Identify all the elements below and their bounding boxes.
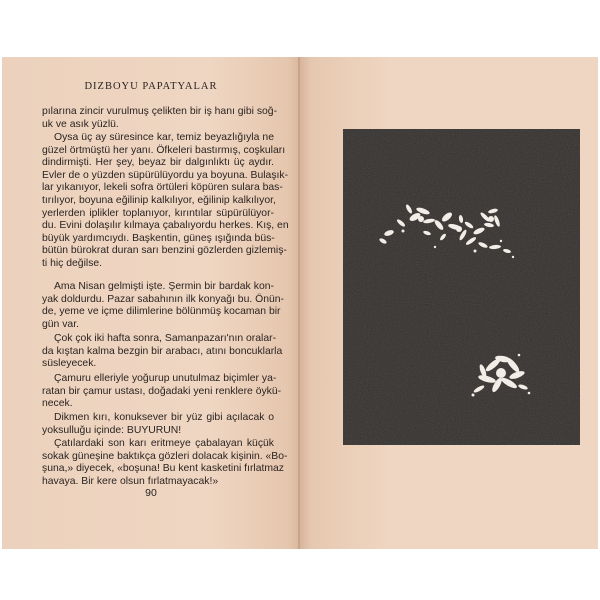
text-line: güzel örtmüştü her yanı. Öfkeleri bastırmış, coşkuları (42, 144, 286, 156)
daisies-photograph (343, 129, 580, 445)
book-spread (2, 57, 598, 549)
paragraph-4 (42, 333, 283, 371)
text-line: Çamuru elleriyle yoğurup unutulmaz biçimler ya- (54, 373, 277, 384)
text-line: Evler de o yüzden süpürülüyordu ya boyuna. Bulaşık- (42, 169, 289, 181)
text-line: süsleyecek. (42, 358, 97, 370)
text-line: Ama Nisan gelmişti işte. Şermin bir bardak kon- (54, 281, 274, 292)
text-line: havaya. Bir kere olsun fırlatmayacak!» (42, 475, 219, 487)
left-page (2, 57, 300, 549)
text-line: lar yıkanıyor, lekeli sofra örtüleri köpüren sulara bas- (42, 182, 283, 194)
text-line: sokak güneşine baktıkça gözleri dolacak kişinin. «Bo- (42, 450, 288, 462)
paragraph-6 (42, 412, 274, 437)
paragraph-7 (42, 438, 288, 488)
text-line: Dikmen kırı, konuksever bir yüz gibi açılacak o (54, 412, 274, 423)
text-line: ratan bir çamur ustası, doğadaki yeni renklere öykü- (42, 385, 282, 397)
paragraph-1 (42, 106, 278, 131)
running-head: DIZBOYU PAPATYALAR (84, 81, 218, 92)
text-line: da kıştan kalma bezgin bir arabacı, atını boncuklarla (42, 345, 283, 357)
text-line: yerlerden iplikler toplanıyor, kırıntılar süpürülüyor- (42, 207, 274, 219)
text-line: necek. (42, 398, 73, 410)
text-line: bütün bürokrat duran sarı benzini gözlerden gizlemiş- (42, 245, 287, 257)
text-line: dindirmişti. Her şey, beyaz bir dalgınlıktı üç aydır. (42, 157, 274, 169)
paragraph-2 (42, 132, 289, 271)
text-line: pılarına zincir vurulmuş çelikten bir iş hanı gibi soğ- (42, 106, 278, 117)
text-line: büyük yardımcıydı. Başkentin, güneş ışığında büs- (42, 232, 275, 244)
text-line: yak doldurdu. Pazar sabahının ilk konyağı bu. Önün- (42, 293, 285, 305)
text-line: tırılıyor, boyuna eğilinip kalkılıyor, eğilinip kalkılıyor, (42, 194, 276, 206)
text-line: du. Evini dolaşılır kılmaya çabalıyordu herkes. Kış, en (42, 220, 289, 232)
right-page (300, 57, 598, 549)
text-line: Çatılardaki son karı eritmeye çabalayan küçük (54, 438, 274, 449)
text-line: gün var. (42, 318, 79, 330)
paragraph-5 (42, 373, 282, 411)
page-number: 90 (145, 487, 157, 499)
paragraph-3 (42, 281, 285, 331)
text-line: şuna,» diyecek, «boşuna! Bu kent kasketini fırlatmaz (42, 463, 285, 475)
text-line: de, yeme ve içme dilimlerine bölünmüş kocaman bir (42, 306, 281, 318)
daisies-illustration (343, 129, 580, 445)
text-line: Oysa üç ay süresince kar, temiz beyazlığıyla ne (54, 132, 274, 143)
text-line: yoksulluğu içinde: BUYURUN! (42, 424, 182, 436)
text-line: Çok çok iki hafta sonra, Samanpazarı'nın oralar- (54, 333, 277, 344)
text-line: uk ve asık yüzlü. (42, 118, 119, 130)
text-line: ti hiç değilse. (42, 257, 103, 269)
